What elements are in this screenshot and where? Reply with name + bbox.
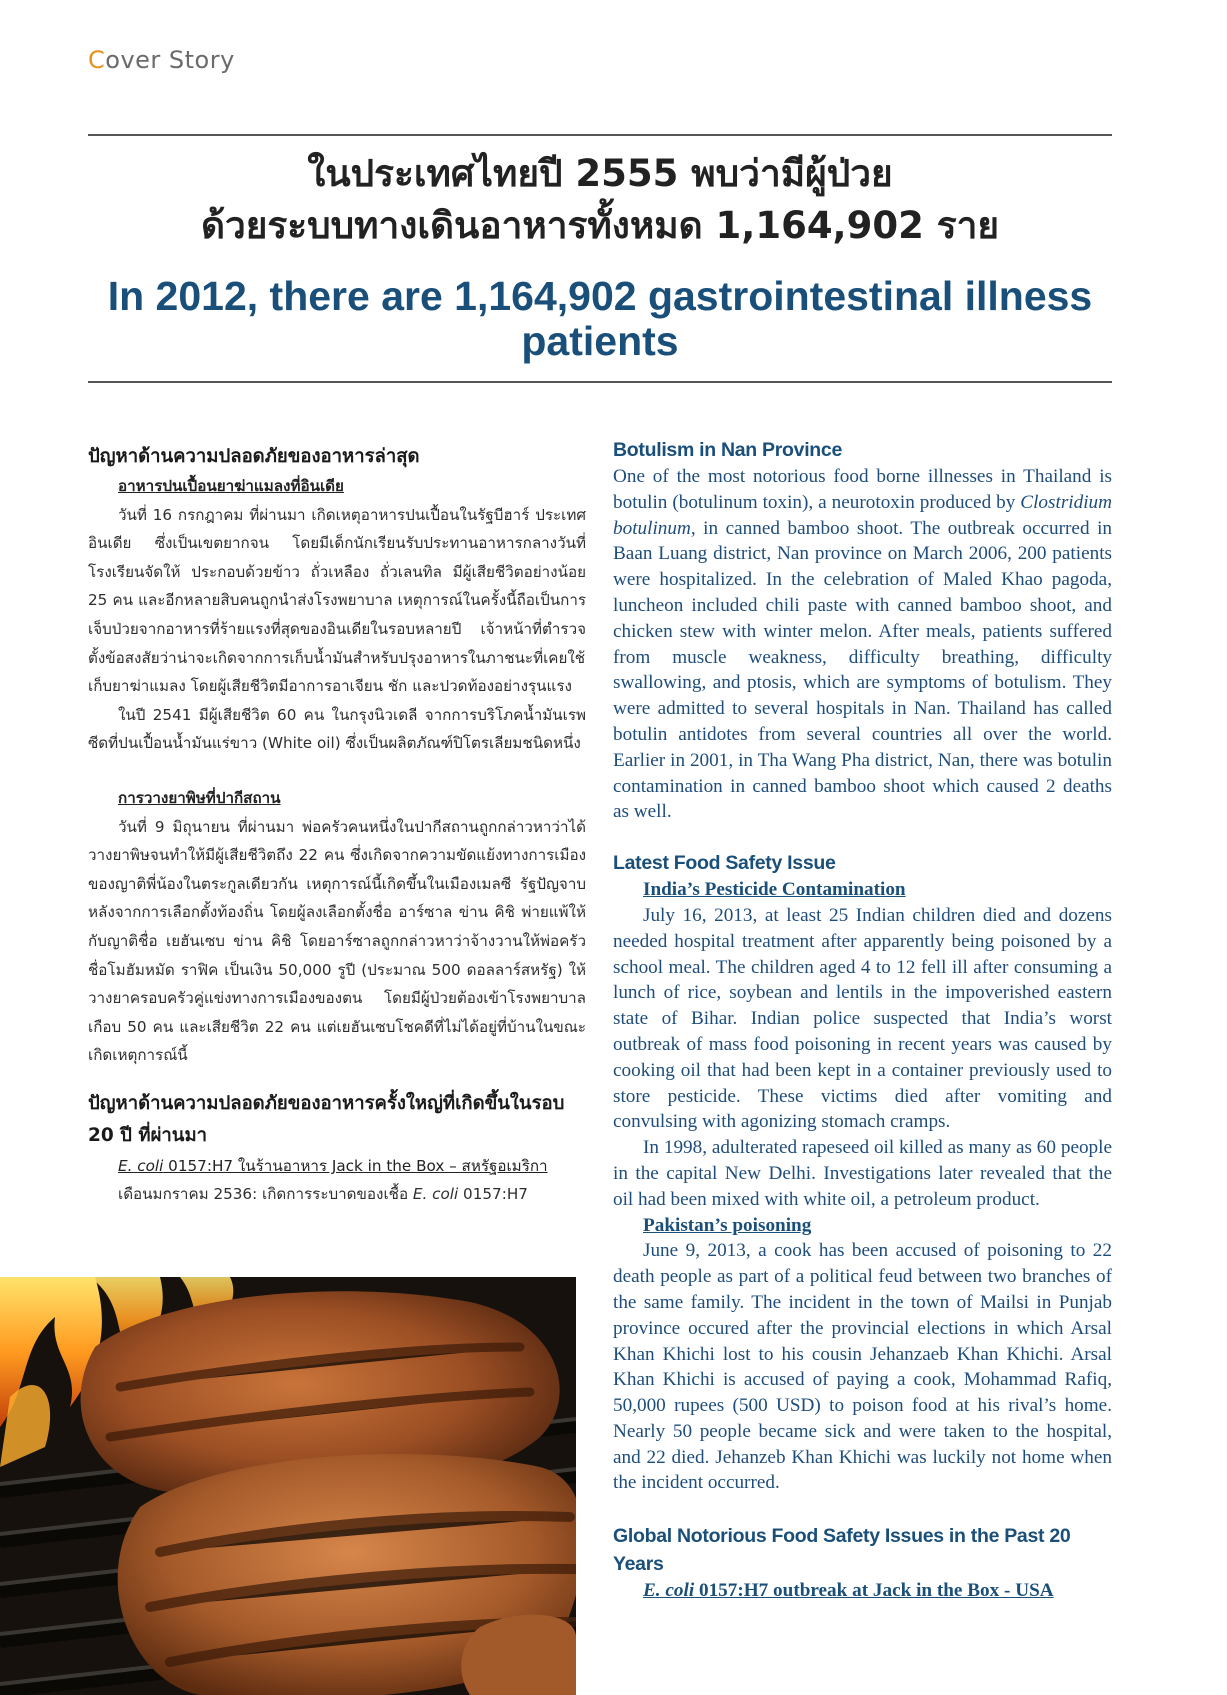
heading-botulism: Botulism in Nan Province bbox=[613, 439, 843, 461]
paragraph-pakistan: June 9, 2013, a cook has been accused of poisoning to 22 death people as part of a political feud between two branches of the same family. The incident in the town of Mailsi in Punjab province occured after the provincial elections in which Arsal Khan Khichi lost to his cousin Jehanzaeb Khan Khichi. Arsal Khan Khichi is accused of paying a cook, Mohammad Rafiq, 50,000 rupees (500 USD) to poison food at his rival’s home. Nearly 50 people became sick and were taken to the hospital, and 22 died. Jehanzeb Khan Khichi was luckily not home when the incident occurred. bbox=[613, 1240, 1112, 1494]
botulism-text-b: , in canned bamboo shoot. The outbreak occurred in Baan Luang district, Nan province on March 2006, 200 patients were hospitalized. In the celebration of Maled Khao pagoda, luncheon included chili paste with canned bamboo shoot, and chicken stew with winter melon. After meals, patients suffered from muscle weakness, difficulty breathing, difficulty swallowing, and ptosis, which are symptoms of botulism. They were admitted to several hospitals in Nan. Thailand has called botulin antidotes from several countries all over the world. Earlier in 2001, in Tha Wang Pha district, Nan, there was botulin contamination in canned bamboo shoot which caused 2 deaths as well. bbox=[613, 517, 1112, 823]
ecoli-italic: E. coli bbox=[118, 1156, 164, 1175]
heading-global-issues: Global Notorious Food Safety Issues in the Past 20 Years bbox=[613, 1525, 1071, 1576]
grilled-meat-photo bbox=[0, 1277, 576, 1695]
thai-ecoli-line bbox=[88, 1180, 586, 1209]
subheading-india: India’s Pesticide Contamination bbox=[643, 879, 906, 901]
thai-subheading-pakistan: การวางยาพิษที่ปากีสถาน bbox=[118, 788, 281, 807]
thai-paragraph-pakistan: วันที่ 9 มิถุนายน ที่ผ่านมา พ่อครัวคนหนึ่งในปากีสถานถูกกล่าวหาว่าได้วางยาพิษจนทำให้มีผู้เสียชีวิตถึง 22 คน ซึ่งเกิดจากความขัดแย้งทางการเมืองของญาติพี่น้องในตระกูลเดียวกัน เหตุการณ์นี้เกิดขึ้นในเมืองเมลซี รัฐปัญจาบ หลังจากการเลือกตั้งท้องถิ่น โดยผู้ลงเลือกตั้งชื่อ อาร์ซาล ข่าน คิชิ พ่ายแพ้ให้กับญาติชื่อ เยฮันเซบ ข่าน คิชิ โดยอาร์ซาลถูกกล่าวหาว่าจ้างวานให้พ่อครัวชื่อโมฮัมหมัด ราฟิค เป็นเงิน 50,000 รูปี (ประมาณ 500 ดอลลาร์สหรัฐ) ให้วางยาครอบครัวคู่แข่งทางการเมืองของตน โดยมีผู้ป่วยต้องเข้าโรงพยาบาลเกือบ 50 คน และเสียชีวิต 22 คน แต่เยฮันเซบโชคดีที่ไม่ได้อยู่ที่บ้านในขณะเกิดเหตุการณ์นี้ bbox=[88, 817, 586, 1065]
subheading-ecoli bbox=[613, 1578, 1112, 1604]
subheading-pakistan: Pakistan’s poisoning bbox=[643, 1214, 812, 1236]
ecoli-line-a: เดือนมกราคม 2536: เกิดการระบาดของเชื้อ bbox=[118, 1185, 413, 1204]
thai-subheading-india: อาหารปนเปื้อนยาฆ่าแมลงที่อินเดีย bbox=[118, 477, 344, 495]
botulism-species: Clostridium botulinum bbox=[613, 491, 1112, 539]
thai-column bbox=[88, 442, 586, 1209]
ecoli-line-italic: E. coli bbox=[412, 1185, 459, 1204]
section-label bbox=[88, 46, 235, 74]
english-column bbox=[613, 436, 1112, 1604]
title-top-rule bbox=[88, 134, 1112, 136]
section-label-accent: C bbox=[88, 46, 106, 74]
ecoli-line-b: 0157:H7 bbox=[458, 1185, 528, 1204]
thai-paragraph-1998: ในปี 2541 มีผู้เสียชีวิต 60 คน ในกรุงนิวเดลี จากการบริโภคน้ำมันเรพซีดที่ปนเปื้อนน้ำมันแร่ขาว (White oil) ซึ่งเป็นผลิตภัณฑ์ปิโตรเลียมชนิดหนึ่ง bbox=[88, 705, 586, 753]
thai-heading-latest-issues: ปัญหาด้านความปลอดภัยของอาหารล่าสุด bbox=[88, 446, 420, 467]
paragraph-india: July 16, 2013, at least 25 Indian children died and dozens needed hospital treatment after apparently being poisoned by a school meal. The children aged 4 to 12 fell ill after consuming a lunch of rice, soybean and lentils in the impoverished eastern state of Bihar. Indian police suspected that India’s worst outbreak of mass food poisoning in recent years was caused by cooking oil that had been kept in a container previously used to store pesticide. These victims died after vomiting and convulsing with agonizing stomach cramps. bbox=[613, 904, 1112, 1133]
botulism-text-a: One of the most notorious food borne illnesses in Thailand is botulin (botulinum toxin), a neurotoxin produced by bbox=[613, 466, 1112, 513]
thai-paragraph-india: วันที่ 16 กรกฎาคม ที่ผ่านมา เกิดเหตุอาหารปนเปื้อนในรัฐบีฮาร์ ประเทศอินเดีย ซึ่งเป็นเขตยากจน โดยมีเด็กนักเรียนรับประทานอาหารกลางวันที่โรงเรียนจัดให้ ประกอบด้วยข้าว ถั่วเหลือง ถั่วเลนทิล มีผู้เสียชีวิตอย่างน้อย 25 คน และอีกหลายสิบคนถูกนำส่งโรงพยาบาล เหตุการณ์ในครั้งนี้ถือเป็นการเจ็บป่วยจากอาหารที่ร้ายแรงที่สุดของอินเดียในรอบหลายปี เจ้าหน้าที่ตำรวจตั้งข้อสงสัยว่าน่าจะเกิดจากการเก็บน้ำมันสำหรับปรุงอาหารในภาชนะที่เคยใช้เก็บยาฆ่าแมลง โดยผู้เสียชีวิตมีอาการอาเจียน ชัก และปวดท้องอย่างรุนแรง bbox=[88, 505, 586, 696]
paragraph-botulism bbox=[613, 464, 1112, 825]
section-label-rest: over Story bbox=[105, 46, 235, 74]
thai-title bbox=[88, 148, 1112, 252]
ecoli-italic-en: E. coli bbox=[643, 1580, 695, 1602]
heading-latest-issue: Latest Food Safety Issue bbox=[613, 852, 836, 875]
title-bottom-rule bbox=[88, 381, 1112, 383]
thai-heading-20-years: ปัญหาด้านความปลอดภัยของอาหารครั้งใหญ่ที่เกิดขึ้นในรอบ 20 ปี ที่ผ่านมา bbox=[88, 1092, 565, 1146]
paragraph-1998: In 1998, adulterated rapeseed oil killed as many as 60 people in the capital New Delhi. Investigations later revealed that the oil had been mixed with white oil, a petroleum product. bbox=[613, 1137, 1112, 1210]
thai-title-line-1: ในประเทศไทยปี 2555 พบว่ามีผู้ป่วย bbox=[307, 152, 893, 195]
thai-subheading-ecoli bbox=[88, 1152, 586, 1181]
ecoli-rest-en: 0157:H7 outbreak at Jack in the Box - USA bbox=[694, 1580, 1054, 1602]
ecoli-rest: 0157:H7 ในร้านอาหาร Jack in the Box – สหรัฐอเมริกา bbox=[163, 1156, 548, 1175]
english-title: In 2012, there are 1,164,902 gastrointestinal illness patients bbox=[107, 273, 1093, 364]
thai-title-line-2: ด้วยระบบทางเดินอาหารทั้งหมด 1,164,902 ราย bbox=[200, 204, 1000, 247]
